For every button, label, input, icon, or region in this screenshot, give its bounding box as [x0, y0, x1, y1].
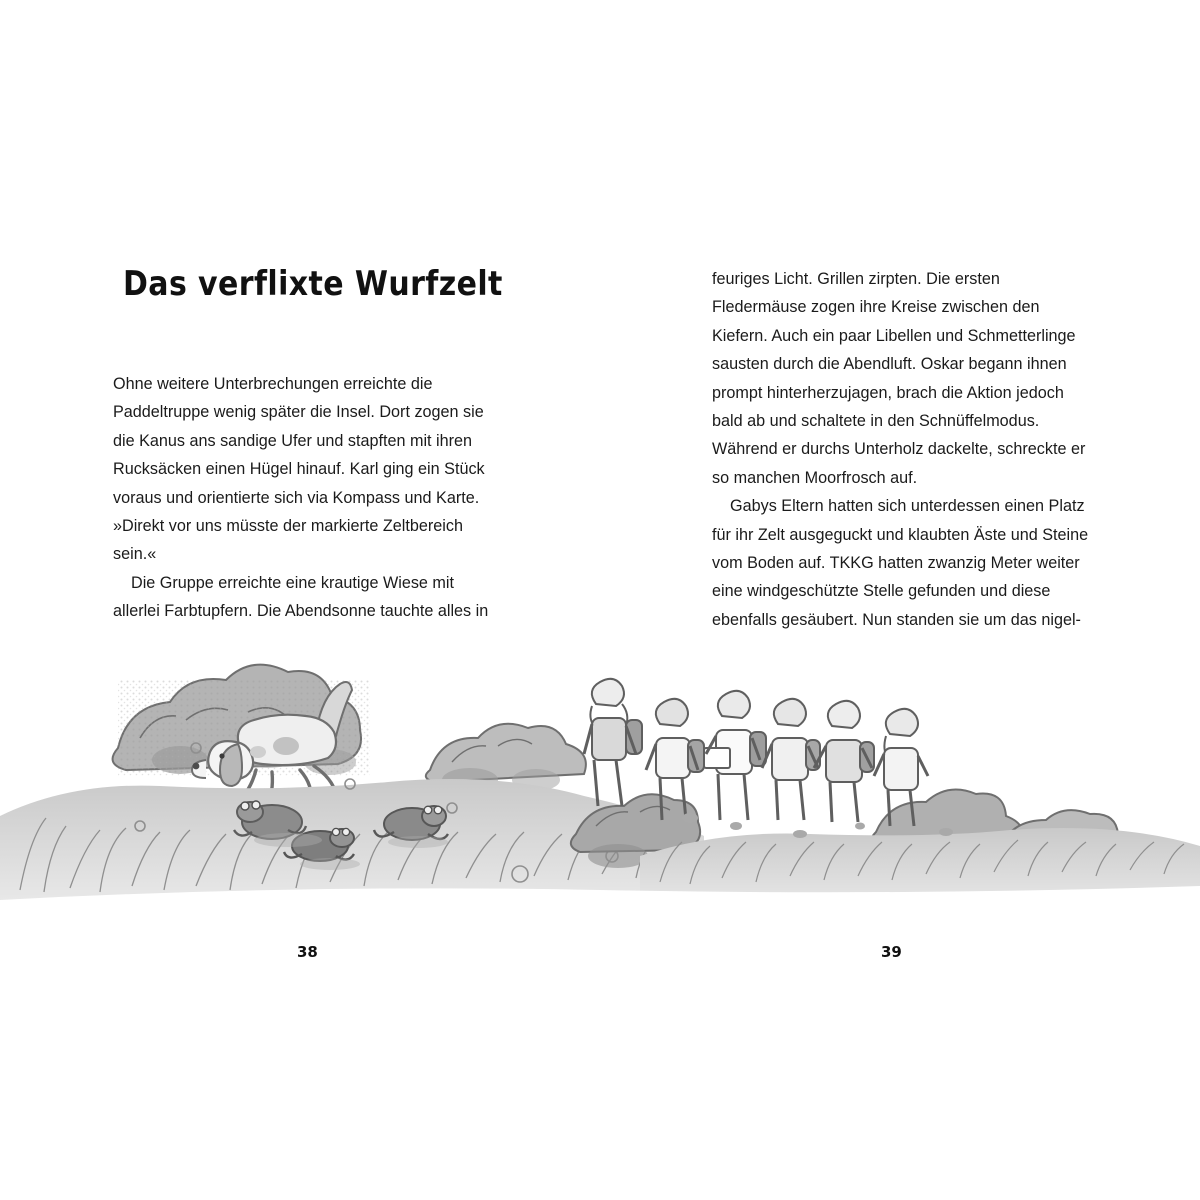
- illustration: [0, 620, 1200, 920]
- child-figure: [814, 701, 874, 822]
- child-figure: [584, 679, 642, 806]
- right-page-body: [712, 265, 1097, 634]
- illustration-artwork: [0, 620, 1200, 920]
- paragraph: feuriges Licht. Grillen zirpten. Die ersten Fledermäuse zogen ihre Kreise zwischen den Kiefern. Auch ein paar Libellen und Schmetterlinge sausten durch die Abendluft. Oskar begann ihnen prompt hinterherzujagen, brach die Aktion jedoch bald ab und schaltete in den Schnüffelmodus. Während er durchs Unterholz dackelte, schreckte er so manchen Moorfrosch auf.: [712, 270, 1086, 487]
- page-number-left: 38: [297, 943, 318, 961]
- child-figure: [704, 691, 766, 820]
- chapter-title: Das verflixte Wurfzelt: [123, 265, 503, 305]
- left-page: [113, 265, 503, 626]
- left-page-body: [113, 370, 498, 626]
- paragraph: Ohne weitere Unterbrechungen erreichte die Paddeltruppe wenig später die Insel. Dort zogen sie die Kanus ans sandige Ufer und stapften mit ihren Rucksäcken einen Hügel hinauf. Karl ging ein Stück voraus und orientierte sich via Kompass und Karte. »Direkt vor uns müsste der markierte Zeltbereich sein.«: [113, 375, 485, 564]
- paragraph: Die Gruppe erreichte eine krautige Wiese mit allerlei Farbtupfern. Die Abendsonne tauchte alles in: [113, 573, 489, 621]
- right-page: [712, 265, 1097, 634]
- child-figure: [762, 699, 820, 820]
- paragraph: Gabys Eltern hatten sich unterdessen einen Platz für ihr Zelt ausgeguckt und klaubten Äste und Steine vom Boden auf. TKKG hatten zwanzig Meter weiter eine windgeschützte Stelle gefunden und diese ebenfalls gesäubert. Nun standen sie um das nigel-: [712, 497, 1089, 629]
- page-number-right: 39: [881, 943, 902, 961]
